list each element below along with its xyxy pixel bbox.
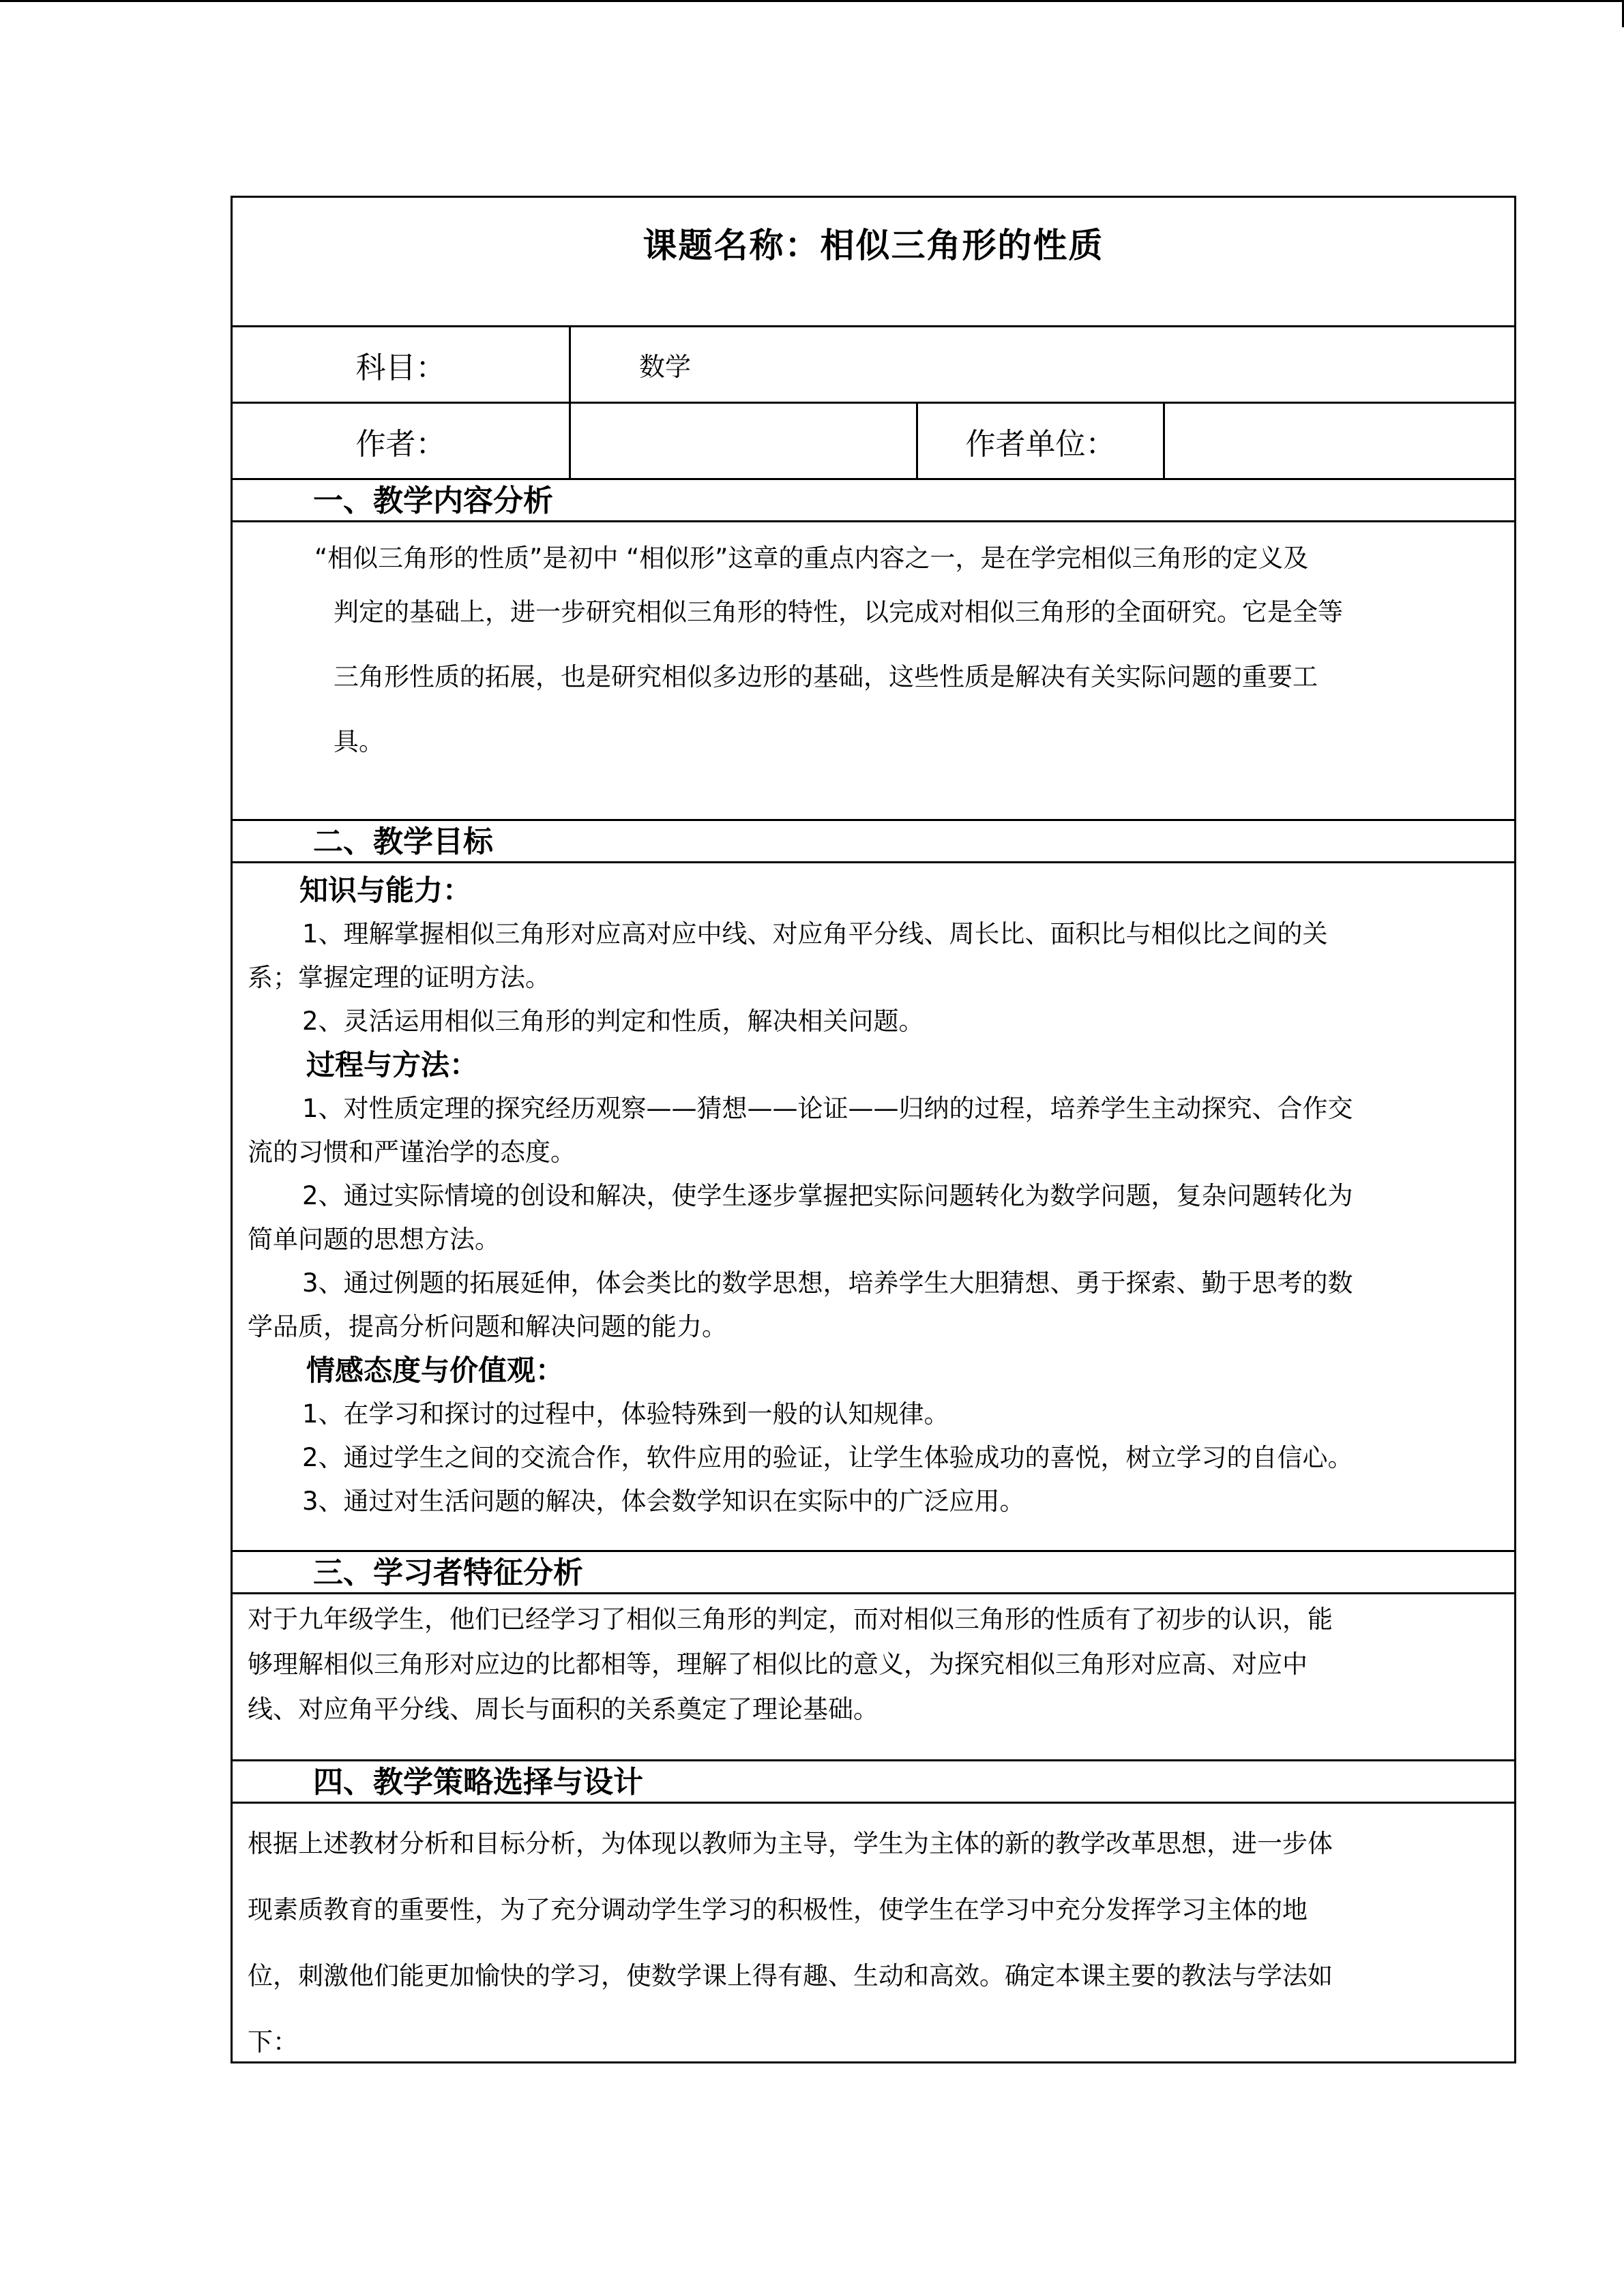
page-top-rule bbox=[0, 0, 1624, 2]
goal-line: 流的习惯和严谨治学的态度。 bbox=[248, 1137, 576, 1167]
author-row bbox=[233, 404, 1514, 480]
goal-line: 系；掌握定理的证明方法。 bbox=[248, 963, 550, 992]
paragraph-line: 现素质教育的重要性，为了充分调动学生学习的积极性，使学生在学习中充分发挥学习主体的地 bbox=[248, 1895, 1308, 1924]
paragraph-line: 三角形性质的拓展，也是研究相似多边形的基础，这些性质是解决有关实际问题的重要工 bbox=[334, 662, 1318, 691]
goal-line: 2、灵活运用相似三角形的判定和性质，解决相关问题。 bbox=[302, 1007, 924, 1036]
paragraph-line: 判定的基础上，进一步研究相似三角形的特性，以完成对相似三角形的全面研究。它是全等 bbox=[334, 597, 1343, 627]
paragraph-line: “相似三角形的性质”是初中 “相似形”这章的重点内容之一，是在学完相似三角形的定义及 bbox=[314, 543, 1309, 573]
section-heading-learner-analysis: 三、学习者特征分析 bbox=[233, 1552, 1514, 1594]
paragraph-line: 对于九年级学生，他们已经学习了相似三角形的判定，而对相似三角形的性质有了初步的认识，能 bbox=[248, 1605, 1333, 1634]
title-row bbox=[233, 198, 1514, 327]
subheading-process: 过程与方法： bbox=[306, 1048, 479, 1082]
paragraph-line: 根据上述教材分析和目标分析，为体现以教师为主导，学生为主体的新的教学改革思想，进一步体 bbox=[248, 1829, 1333, 1858]
section-body-learner-analysis bbox=[233, 1594, 1514, 1761]
author-value bbox=[571, 404, 918, 478]
section-heading-teaching-goals: 二、教学目标 bbox=[233, 821, 1514, 863]
goal-line: 1、对性质定理的探究经历观察——猜想——论证——归纳的过程，培养学生主动探究、合作交 bbox=[302, 1094, 1353, 1123]
goal-line: 2、通过实际情境的创设和解决，使学生逐步掌握把实际问题转化为数学问题，复杂问题转化为 bbox=[302, 1181, 1353, 1210]
subheading-knowledge: 知识与能力： bbox=[299, 874, 472, 907]
author-unit-label: 作者单位： bbox=[918, 404, 1165, 478]
author-label: 作者： bbox=[233, 404, 571, 478]
paragraph-line: 位，刺激他们能更加愉快的学习，使数学课上得有趣、生动和高效。确定本课主要的教法与学法如 bbox=[248, 1961, 1333, 1991]
lesson-plan-table bbox=[231, 196, 1516, 2063]
goal-line: 简单问题的思想方法。 bbox=[248, 1225, 500, 1254]
section-body-content-analysis bbox=[233, 522, 1514, 821]
subject-row bbox=[233, 327, 1514, 404]
goal-line: 1、理解掌握相似三角形对应高对应中线、对应角平分线、周长比、面积比与相似比之间的关 bbox=[302, 919, 1328, 949]
section-body-teaching-goals bbox=[233, 863, 1514, 1552]
paragraph-line: 够理解相似三角形对应边的比都相等，理解了相似比的意义，为探究相似三角形对应高、对应中 bbox=[248, 1650, 1308, 1679]
section-body-strategy bbox=[233, 1804, 1514, 2061]
subject-label: 科目： bbox=[233, 327, 571, 402]
section-heading-content-analysis: 一、教学内容分析 bbox=[233, 480, 1514, 522]
subheading-emotion: 情感态度与价值观： bbox=[306, 1354, 565, 1387]
goal-line: 学品质，提高分析问题和解决问题的能力。 bbox=[248, 1312, 727, 1341]
goal-line: 2、通过学生之间的交流合作，软件应用的验证，让学生体验成功的喜悦，树立学习的自信心。 bbox=[302, 1443, 1353, 1472]
section-heading-strategy: 四、教学策略选择与设计 bbox=[233, 1761, 1514, 1804]
subject-value: 数学 bbox=[639, 352, 692, 382]
author-unit-value bbox=[1165, 404, 1514, 478]
goal-line: 3、通过对生活问题的解决，体会数学知识在实际中的广泛应用。 bbox=[302, 1487, 1025, 1516]
page-title: 课题名称：相似三角形的性质 bbox=[643, 226, 1104, 265]
goal-line: 3、通过例题的拓展延伸，体会类比的数学思想，培养学生大胆猜想、勇于探索、勤于思考的数 bbox=[302, 1268, 1353, 1298]
paragraph-line: 具。 bbox=[334, 727, 384, 756]
paragraph-line: 下： bbox=[248, 2027, 298, 2057]
goal-line: 1、在学习和探讨的过程中，体验特殊到一般的认知规律。 bbox=[302, 1399, 949, 1429]
paragraph-line: 线、对应角平分线、周长与面积的关系奠定了理论基础。 bbox=[248, 1695, 879, 1724]
